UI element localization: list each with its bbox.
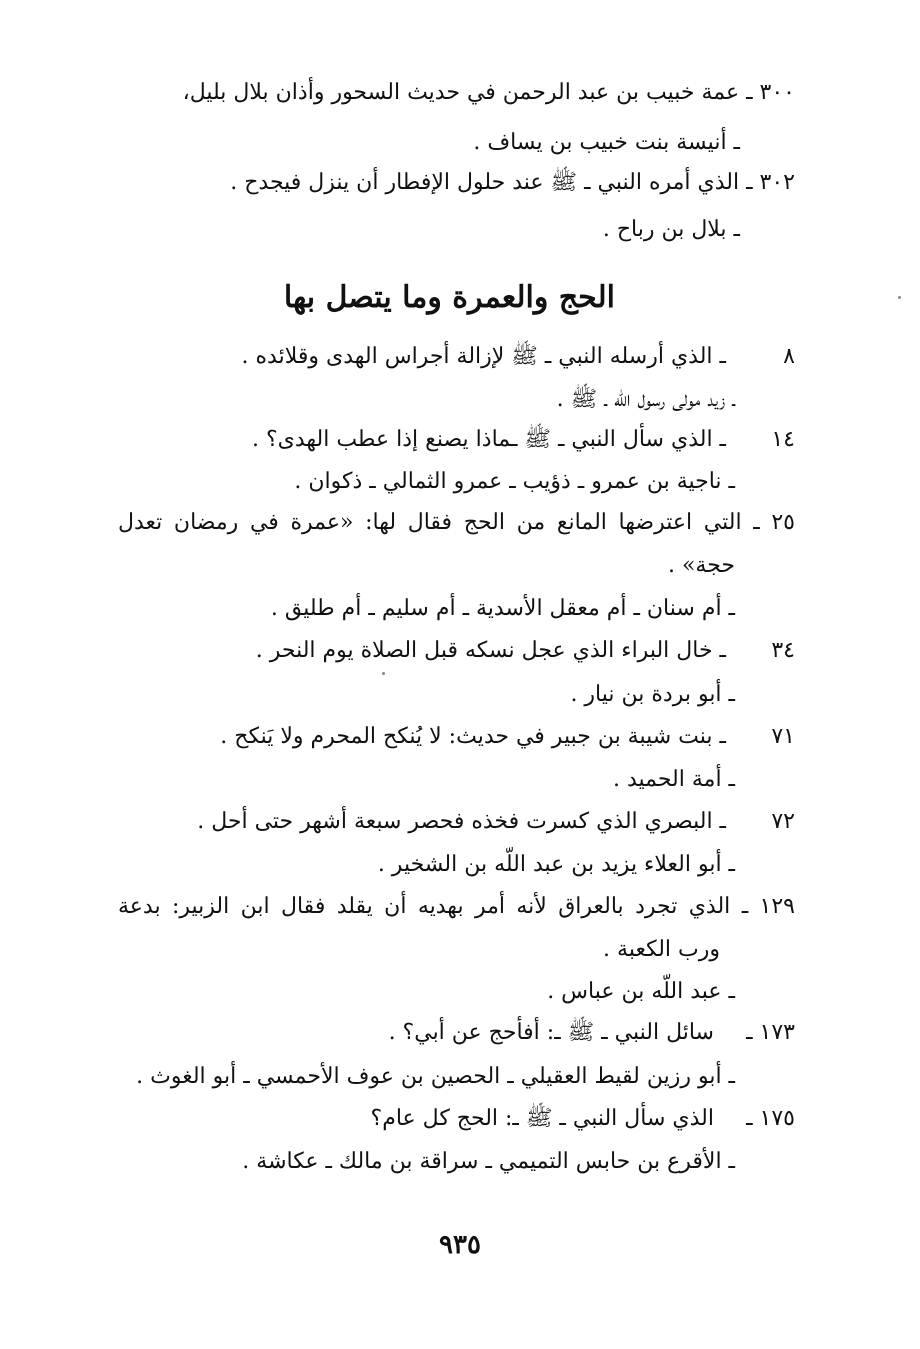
- entry-8: [240, 342, 795, 372]
- entry-34-answer: [400, 680, 735, 710]
- scan-speck: [382, 672, 385, 675]
- answer-text: ـ عبد اللّه بن عباس .: [547, 979, 735, 1004]
- answer-text: ـ أمة الحميد .: [612, 767, 735, 792]
- entry-text: ـ الذي سأل النبي ـ ﷺ ـماذا يصنع إذا عطب الهدى؟ .: [251, 427, 726, 452]
- entry-71-answer: [400, 765, 735, 795]
- entry-text: ـ الذي أرسله النبي ـ ﷺ لإزالة أجراس الهدى وقلائده .: [241, 344, 726, 369]
- entry-text: عمة خبيب بن عبد الرحمن في حديث السحور وأذان بلال بليل،: [182, 80, 740, 105]
- entry-173: [300, 1018, 795, 1048]
- entry-text: ـ بنت شيبة بن جبير في حديث: لا يُنكح المحرم ولا يَنكح .: [220, 724, 726, 749]
- entry-173-answer: [136, 1062, 735, 1092]
- answer-text: ـ ناجية بن عمرو ـ ذؤيب ـ عمرو الثمالي ـ ذكوان .: [294, 469, 735, 494]
- entry-text: سائل النبي ـ ﷺ ـ: أفأحج عن أبي؟ .: [388, 1020, 714, 1045]
- entry-text: الذي أمره النبي ـ ﷺ عند حلول الإفطار أن ينزل فيجدح .: [230, 170, 740, 195]
- entry-number: ٣٠٠ ـ: [746, 80, 795, 105]
- entry-text: التي اعترضها المانع من الحج فقال لها: «عمرة في رمضان تعدل: [118, 510, 742, 535]
- entry-302: [200, 168, 795, 198]
- entry-text: حجة» .: [667, 553, 735, 578]
- entry-number: ١٤: [771, 427, 795, 452]
- entry-text: الذي سأل النبي ـ ﷺ ـ: الحج كل عام؟: [370, 1106, 714, 1131]
- answer-text: ـ بلال بن رباح .: [602, 217, 740, 242]
- entry-number: ٨: [783, 344, 795, 369]
- entry-14-answer: [240, 467, 735, 497]
- page-number: ٩٣٥: [439, 1230, 481, 1260]
- entry-302-answer: [260, 215, 740, 245]
- entry-72: [197, 807, 795, 837]
- entry-text: ـ البصري الذي كسرت فخذه فحصر سبعة أشهر حتى أحل .: [197, 809, 726, 834]
- section-heading: الحج والعمرة وما يتصل بها: [283, 280, 615, 315]
- entry-14: [240, 425, 795, 455]
- entry-text: الذي تجرد بالعراق لأنه أمر بهديه أن يقلد فقال ابن الزبير: بدعة: [118, 894, 731, 919]
- entry-text: ـ خال البراء الذي عجل نسكه قبل الصلاة يوم النحر .: [255, 638, 726, 663]
- answer-text: ـ أبو بردة بن نيار .: [570, 682, 735, 707]
- entry-175: [300, 1104, 795, 1134]
- answer-text: ـ أبو العلاء يزيد بن عبد اللّه بن الشخير .: [377, 852, 735, 877]
- entry-number: ٢٥ ـ: [753, 510, 795, 535]
- answer-text: ـ زيد مولى رسول اللّه ـ ﷺ .: [556, 387, 735, 412]
- entry-300-answer: [260, 128, 740, 158]
- entry-72-answer: [300, 850, 735, 880]
- entry-number: ١٢٩ ـ: [741, 894, 795, 919]
- entry-25-continuation: [600, 551, 735, 581]
- answer-text: ـ أم سنان ـ أم معقل الأسدية ـ أم سليم ـ أم طليق .: [270, 596, 735, 621]
- entry-34: [240, 636, 795, 666]
- entry-text: ورب الكعبة .: [603, 937, 720, 962]
- answer-text: ـ أبو رزين لقيط العقيلي ـ الحصين بن عوف الأحمسي ـ أبو الغوث .: [136, 1064, 735, 1089]
- entry-129-answer: [400, 977, 735, 1007]
- entry-number: ١٧٣ ـ: [746, 1020, 795, 1045]
- entry-129-continuation: [500, 935, 720, 965]
- entry-25: [118, 508, 795, 538]
- entry-8-answer: [240, 385, 735, 415]
- answer-text: ـ أنيسة بنت خبيب بن يساف .: [473, 130, 740, 155]
- entry-300: [180, 78, 795, 108]
- entry-71: [220, 722, 795, 752]
- answer-text: ـ الأقرع بن حابس التميمي ـ سراقة بن مالك ـ عكاشة .: [242, 1149, 735, 1174]
- entry-129: [118, 892, 795, 922]
- entry-25-answer: [260, 594, 735, 624]
- entry-number: ٧٢: [771, 809, 795, 834]
- entry-175-answer: [220, 1147, 735, 1177]
- entry-number: ٣٠٢ ـ: [746, 170, 795, 195]
- entry-number: ٣٤: [771, 638, 795, 663]
- entry-number: ١٧٥ ـ: [746, 1106, 795, 1131]
- scan-speck: [898, 296, 901, 299]
- entry-number: ٧١: [771, 724, 795, 749]
